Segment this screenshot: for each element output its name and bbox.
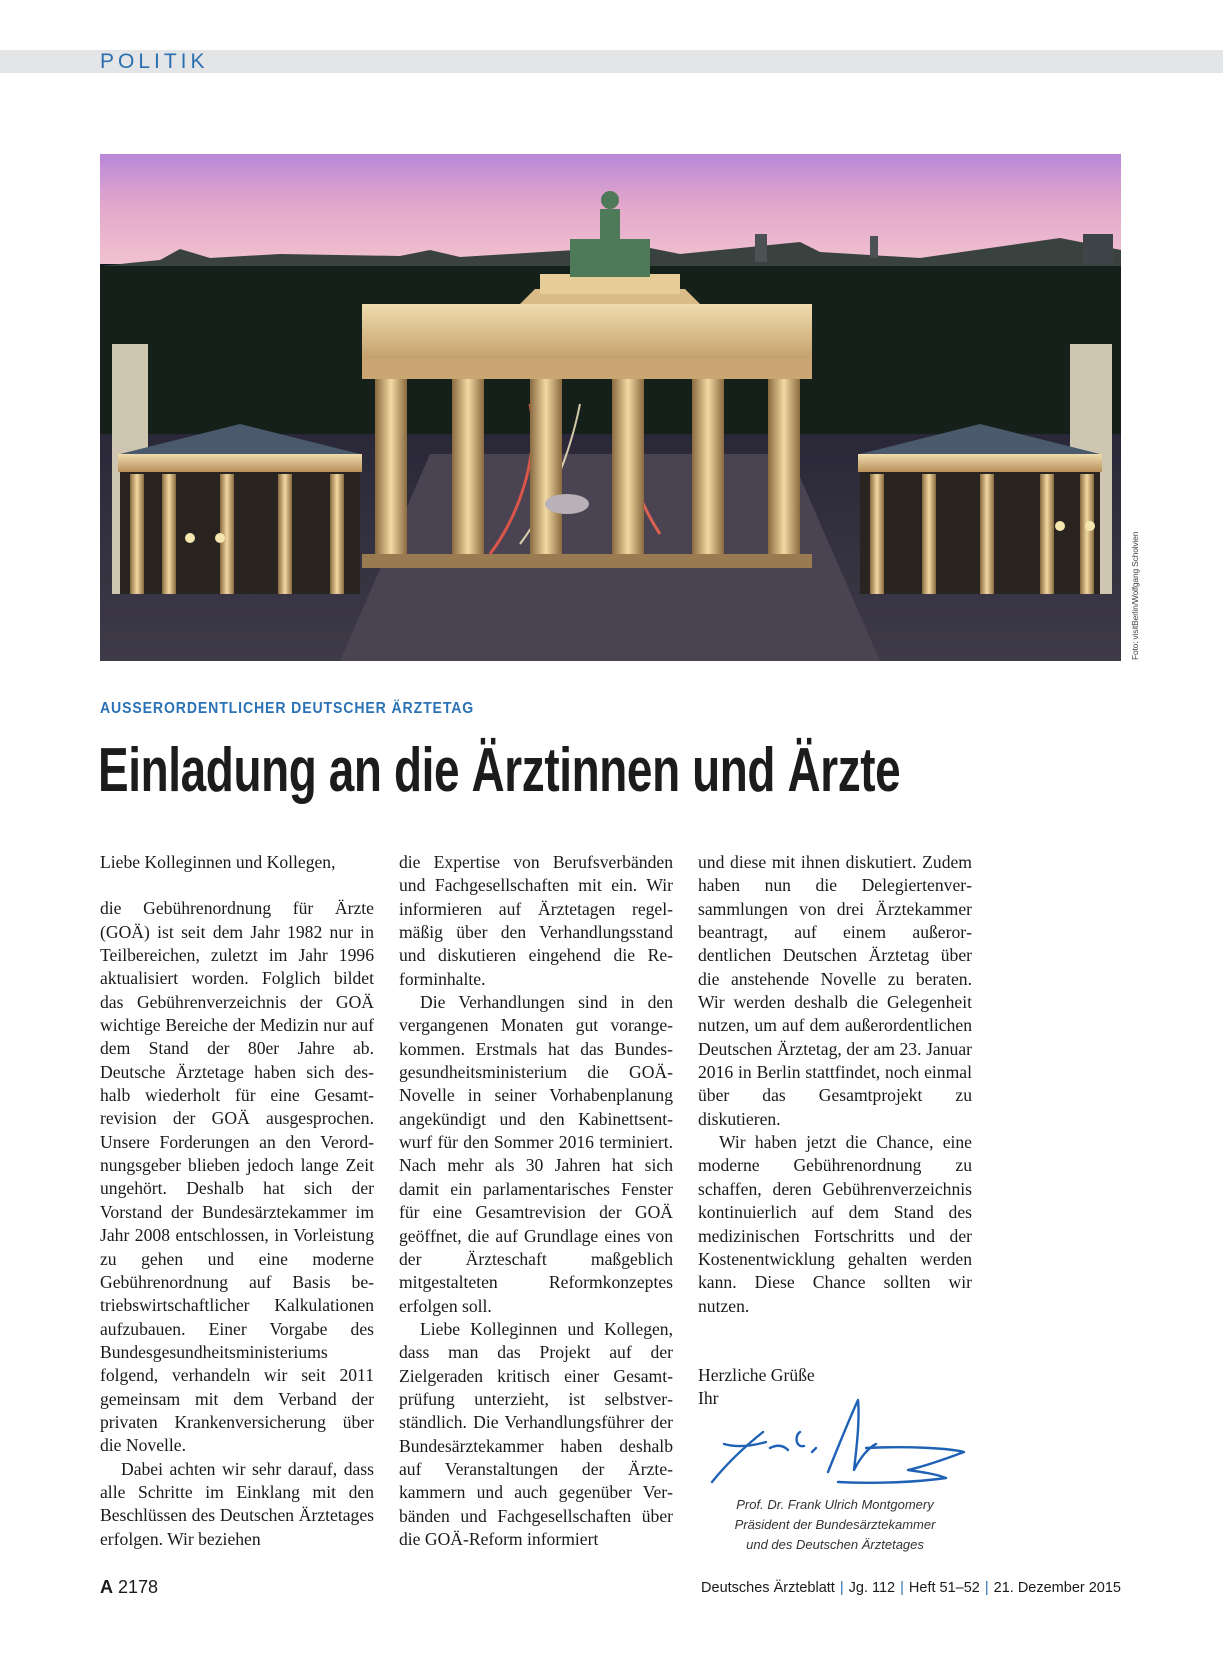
- section-label: POLITIK: [100, 50, 209, 73]
- closing-ihr: Ihr: [698, 1388, 719, 1409]
- page-folio: [100, 1577, 158, 1598]
- paragraph-2-continued: die Expertise von Berufsverbänden und Fachgesellschaften mit ein. Wir informieren auf Ärztetagen regelmäßig über den Verhandlungsstand und diskutieren eingehend die Reforminhalte.: [399, 852, 673, 989]
- paragraph-4-continued: und diese mit ihnen diskutiert. Zudem haben nun die Delegiertenversammlungen von drei Ärztekammer beantragt, auf einem außerordentlichen Deutschen Ärztetag über die anstehende Novelle zu beraten. Wir werden deshalb die Gelegenheit nutzen, um auf dem außerordentlichen Deutschen Ärztetag, der am 23. Januar 2016 in Berlin stattfindet, noch einmal über das Gesamtprojekt zu diskutieren.: [698, 852, 972, 1129]
- closing-greeting: Herzliche Grüße: [698, 1364, 815, 1385]
- paragraph-4: Liebe Kolleginnen und Kollegen, dass man das Projekt auf der Zielgeraden kritisch einer Gesamtprüfung unterzieht, ist selbstverständlich. Die Verhandlungsführer der Bundesärztekammer haben deshalb auf Veranstaltungen der Ärztekammern und auch gegenüber Verbänden und Fachgesellschaften über die GOÄ-Reform informiert: [399, 1318, 673, 1549]
- paragraph-1: die Gebührenordnung für Ärzte (GOÄ) ist seit dem Jahr 1982 nur in Teilbereichen, zuletzt im Jahr 1996 aktualisiert worden. Folglich bildet das Gebührenverzeichnis der GOÄ wichtige Bereiche der Medizin nur auf dem Stand der 80er Jahre ab. Deutsche Ärztetage haben sich deshalb wiederholt für eine Gesamtrevision der GOÄ ausgesprochen. Unsere Forderungen an den Verordnungsgeber blieben jedoch lange Zeit ungehört. Deshalb hat sich der Vorstand der Bundesärztekammer im Jahr 2008 entschlossen, in Vorleistung zu gehen und eine moderne Gebührenordnung auf Basis betriebswirtschaftlicher Kalkulationen aufzubauen. Einer Vorgabe des Bundesgesundheitsministeriums folgend, verhandeln wir seit 2011 gemeinsam mit dem Verband der privaten Krankenversicherung über die Novelle.: [100, 898, 374, 1456]
- brandenburg-gate-illustration: [100, 154, 1121, 661]
- hero-photo: [100, 154, 1121, 661]
- article-headline: Einladung an die Ärztinnen und Ärzte: [98, 736, 901, 805]
- text-column-1: [100, 851, 374, 1551]
- journal-volume: Jg. 112: [848, 1580, 896, 1596]
- paragraph-5: Wir haben jetzt die Chance, eine moderne Gebührenordnung zu schaffen, deren Gebührenverzeichnis kontinuierlich auf dem Stand des medizinischen Fortschritts und der Kostenentwicklung gehalten werden kann. Diese Chance sollten wir nutzen.: [698, 1132, 972, 1316]
- footer-separator: |: [839, 1580, 844, 1596]
- journal-name: Deutsches Ärzteblatt: [701, 1580, 835, 1596]
- photo-credit: Foto: visitBerlin/Wolfgang Scholvien: [1130, 531, 1140, 660]
- folio-prefix: A: [100, 1577, 113, 1597]
- handwritten-signature: [708, 1392, 968, 1488]
- footer-separator: |: [984, 1580, 989, 1596]
- salutation: Liebe Kolleginnen und Kollegen,: [100, 852, 336, 872]
- signatory-role-1: Präsident der Bundesärztekammer: [734, 1517, 936, 1532]
- paragraph-2: Dabei achten wir sehr darauf, dass alle Schritte im Einklang mit den Beschlüssen des Deutschen Ärztetages erfolgen. Wir beziehen: [100, 1458, 374, 1549]
- signatory-block: [698, 1495, 972, 1555]
- page-number: 2178: [118, 1577, 159, 1597]
- signatory-name: Prof. Dr. Frank Ulrich Montgomery: [736, 1497, 934, 1512]
- journal-issue: Heft 51–52: [908, 1580, 980, 1596]
- paragraph-3: Die Verhandlungen sind in den vergangenen Monaten gut vorangekommen. Erstmals hat das Bundesgesundheitsministerium die GOÄ-Novelle in seiner Vorhabenplanung angekündigt und den Kabinettsentwurf für den Sommer 2016 terminiert. Nach mehr als 30 Jahren hat sich damit ein parlamentarisches Fenster für eine Gesamtrevision der GOÄ geöffnet, die auf Grundlage eines von der Ärzteschaft maßgeblich mitgestalteten Reformkonzeptes erfolgen soll.: [399, 992, 673, 1316]
- signatory-role-2: und des Deutschen Ärztetages: [746, 1537, 924, 1552]
- footer-meta: [701, 1580, 1121, 1596]
- article-kicker: AUSSERORDENTLICHER DEUTSCHER ÄRZTETAG: [100, 700, 475, 717]
- issue-date: 21. Dezember 2015: [993, 1580, 1121, 1596]
- text-column-2: [399, 851, 673, 1551]
- footer-separator: |: [900, 1580, 904, 1596]
- text-column-3: [698, 851, 972, 1411]
